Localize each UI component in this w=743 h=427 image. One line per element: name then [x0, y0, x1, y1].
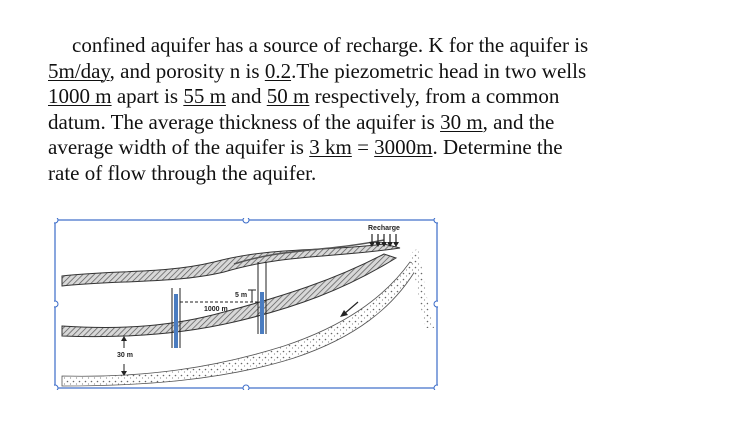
text-segment: , and the [482, 109, 555, 134]
text-line [48, 135, 708, 161]
text-segment: . Determine the [432, 135, 563, 159]
text-line [48, 110, 708, 136]
text-segment: datum. The average thickness of the aquifer is [48, 109, 441, 134]
thickness-label: 30 m [117, 352, 133, 359]
well-2-casing [260, 292, 264, 334]
underlined-value: 55 m [183, 84, 226, 108]
underlined-value: 30 m [440, 109, 483, 134]
text-segment: = [351, 135, 375, 159]
underlined-value: 3 km [309, 135, 352, 159]
well-spacing-label: 1000 m [204, 306, 228, 313]
text-segment: respectively, from a common [309, 84, 560, 108]
aquifer-diagram [54, 218, 438, 390]
text-segment: rate of flow through the aquifer. [48, 160, 317, 185]
problem-statement [48, 33, 708, 186]
text-segment: confined aquifer has a source of recharge. K for the aquifer is [72, 33, 589, 57]
text-line [48, 59, 708, 85]
text-segment: , and porosity n is [109, 58, 265, 83]
underlined-value: 0.2 [264, 58, 292, 83]
text-segment: and [225, 84, 267, 108]
underlined-value: 50 m [266, 84, 310, 108]
well-1-casing [174, 294, 178, 348]
aquifer-figure[interactable] [54, 218, 438, 390]
text-segment: .The piezometric head in two wells [291, 58, 587, 83]
head-drop-label: 5 m [235, 292, 248, 299]
underlined-value: 5m/day [48, 58, 110, 83]
text-line [48, 84, 708, 110]
text-segment: apart is [111, 84, 184, 108]
underlined-value: 3000m [374, 135, 433, 159]
text-segment: average width of the aquifer is [48, 135, 310, 159]
recharge-label: Recharge [368, 225, 400, 232]
text-line [48, 161, 708, 187]
text-line [48, 33, 708, 59]
underlined-value: 1000 m [48, 84, 112, 108]
